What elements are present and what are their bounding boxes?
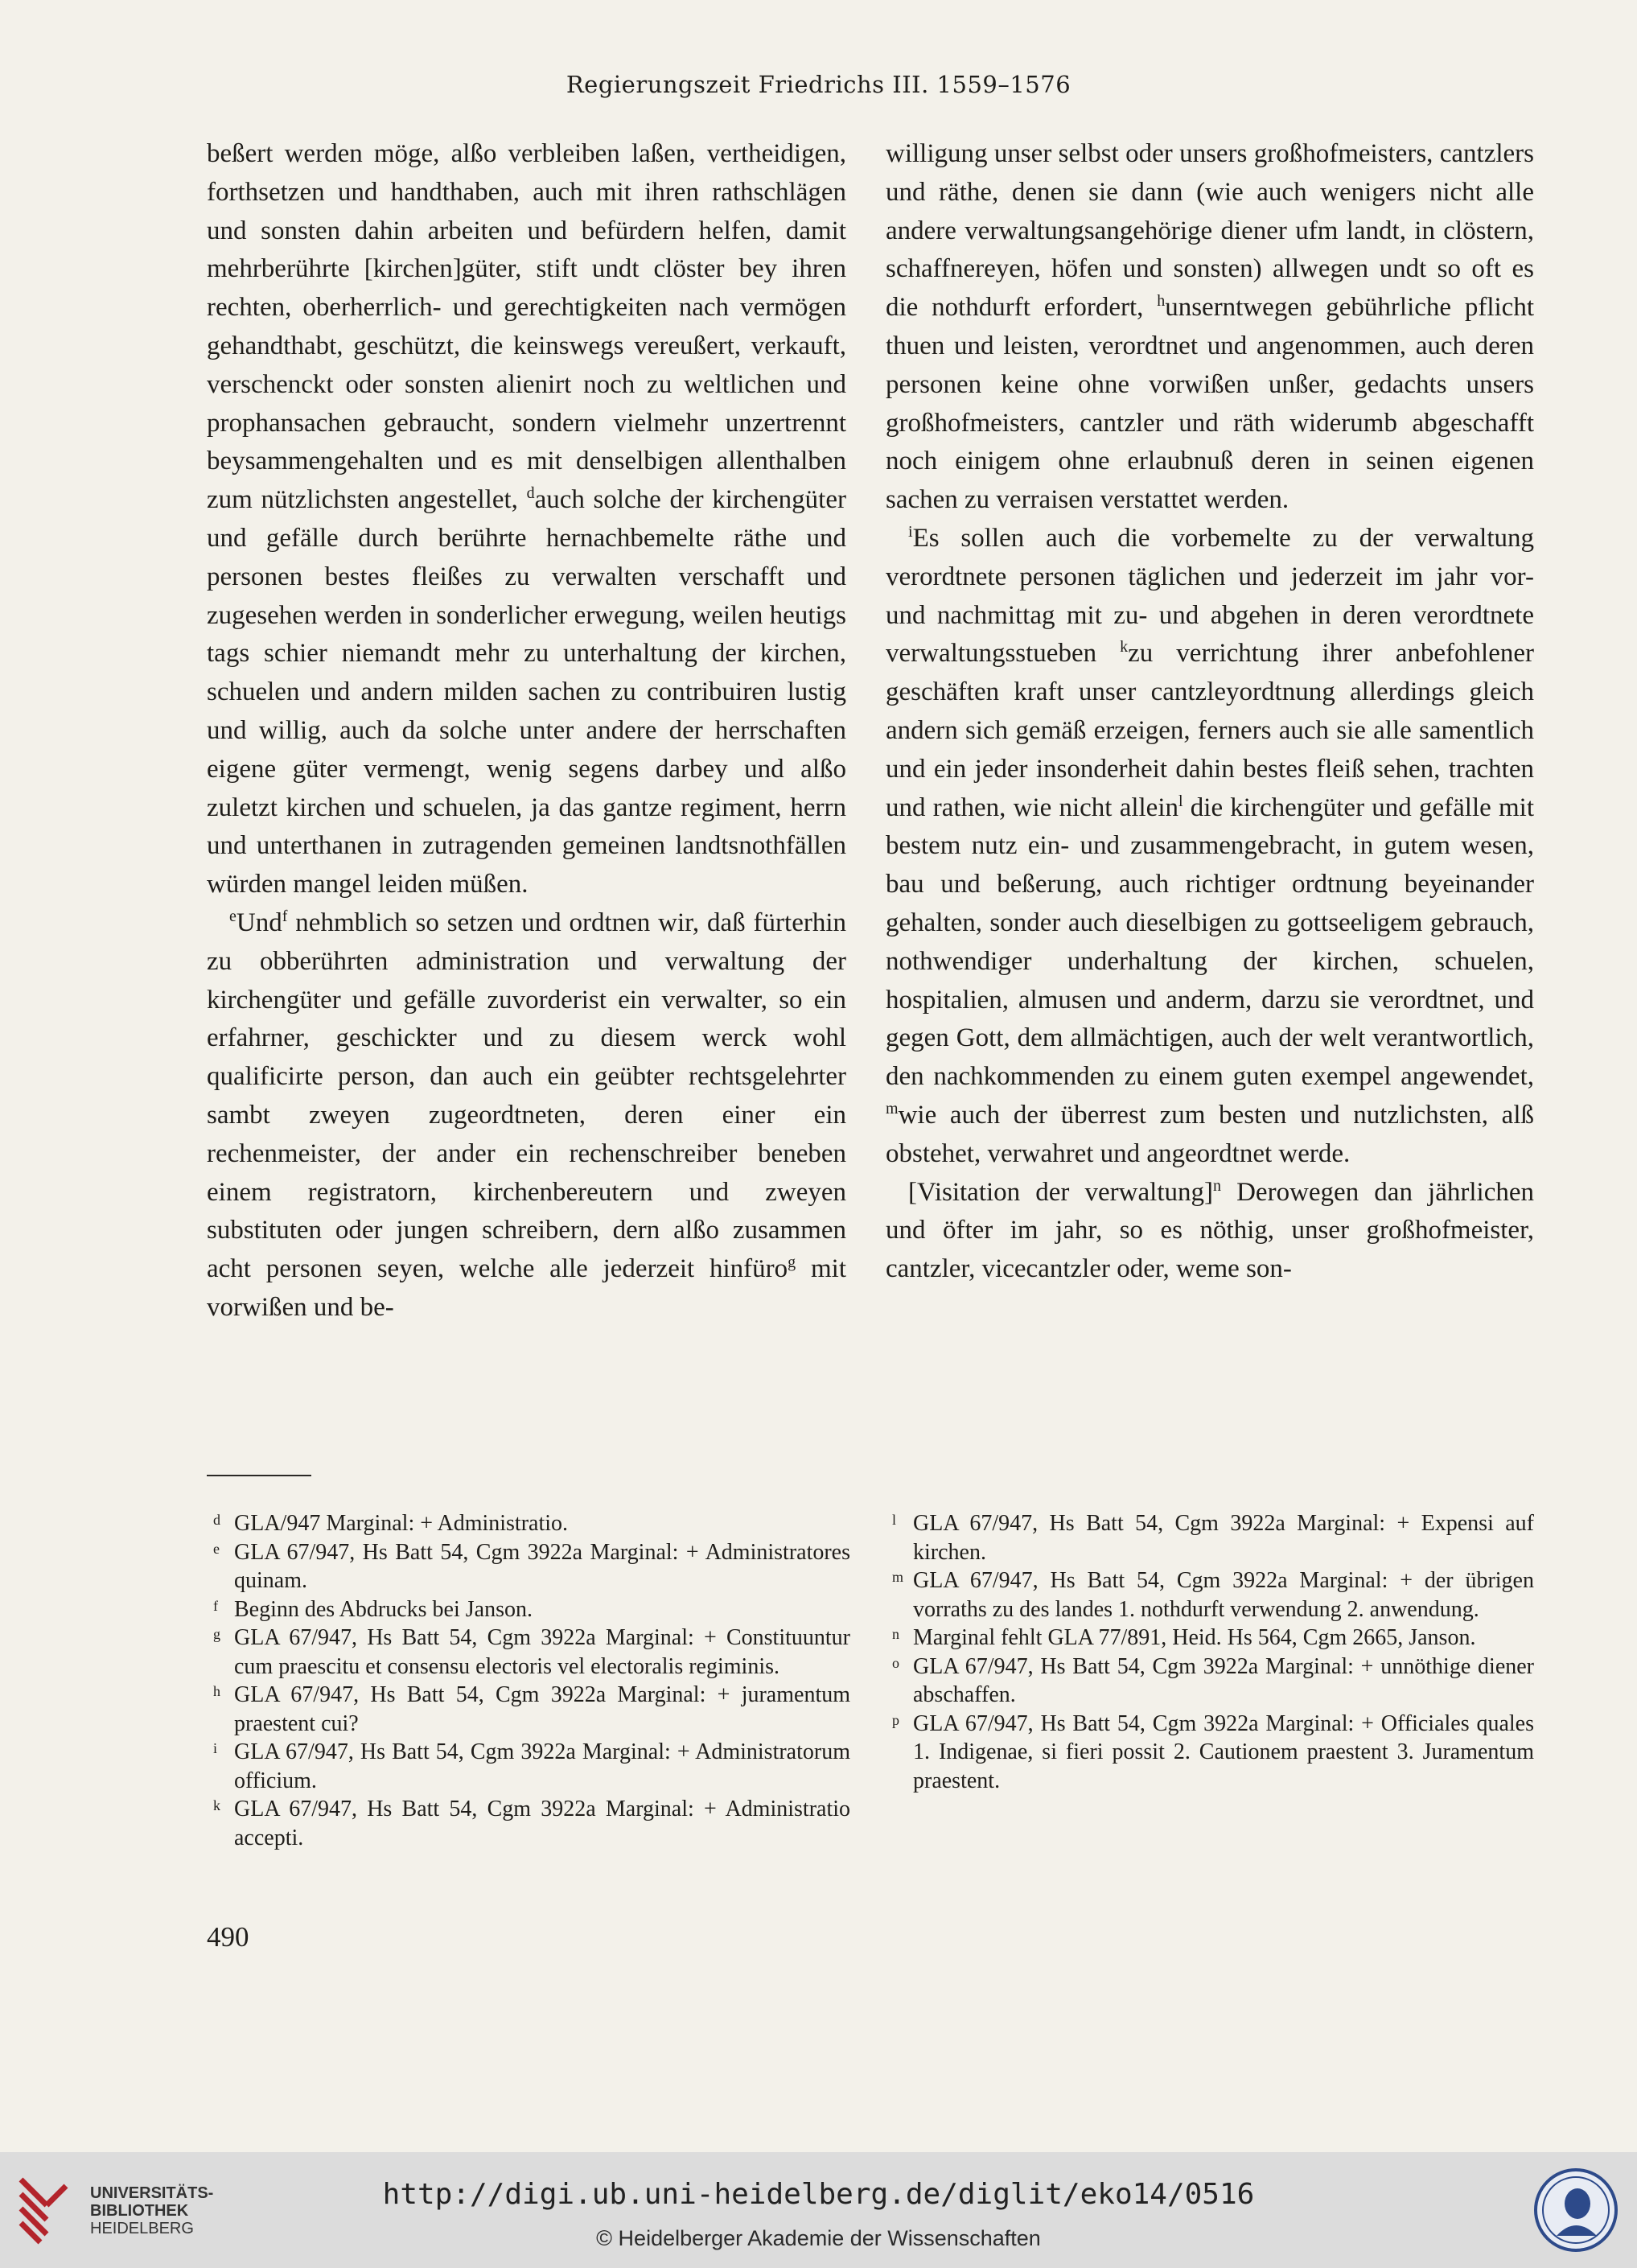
footnote-mark: p [892, 1711, 899, 1728]
footnote [207, 1595, 850, 1624]
footnote-mark: i [213, 1740, 218, 1756]
footnote-ref[interactable]: e [229, 907, 237, 925]
footnote-text: Beginn des Abdrucks bei Janson. [234, 1596, 533, 1622]
footnote [207, 1509, 850, 1538]
body-text: unserntwegen gebührliche pflicht thuen und leisten, verordtnet und angenommen, auch deren personen keine ohne vorwißen unßer, gedachts unsers großhofmeisters, cantzler und räth widerumb abgeschafft noch einigem ohne erlaubnuß deren in seinen eigenen sachen zu verraisen verstattet werden. [886, 293, 1534, 515]
logo-line-1: UNIVERSITÄTS- [90, 2184, 214, 2202]
footnote-mark: n [892, 1626, 899, 1642]
footnotes-left [207, 1509, 850, 1852]
footnotes-right [886, 1509, 1534, 1795]
copyright-notice: © Heidelberger Akademie der Wissenschaften [596, 2226, 1041, 2250]
footnote [886, 1624, 1534, 1653]
footnote [207, 1624, 850, 1681]
footnote-text: GLA 67/947, Hs Batt 54, Cgm 3922a Marginal: + Administratores quinam. [234, 1539, 850, 1593]
footnote-text: GLA 67/947, Hs Batt 54, Cgm 3922a Marginal: + der übrigen vorraths zu des landes 1. nothdurft verwendung 2. anwendung. [913, 1568, 1534, 1622]
body-text: zu verrichtung ihrer anbefohlener geschäften kraft unser cantzleyordtnung allerdings gleich andern sich gemäß erzeigen, ferners auch sie alle samentlich und ein jeder insonderheit dahin bestes fleiß sehen, trachten und rathen, wie nicht allein [886, 639, 1534, 822]
footnote-ref[interactable]: f [282, 907, 288, 925]
body-text: mit vorwißen und be- [207, 1254, 846, 1322]
footnote [207, 1795, 850, 1852]
footnote [886, 1566, 1534, 1624]
body-text: Derowegen dan jährlichen und öfter im jahr, so es nöthig, unser großhofmeister, cantzler, vicecantzler oder, weme son- [886, 1177, 1534, 1284]
footnote-text: GLA 67/947, Hs Batt 54, Cgm 3922a Marginal: + juramentum praestent cui? [234, 1682, 850, 1736]
body-text: beßert werden möge, alßo verbleiben laßen, vertheidigen, forthsetzen und handthaben, auch mit ihren rathschlägen und sonsten dahin arbeiten und befürdern helfen, damit mehrberührte [kirchen]güter, stift undt clöster bey ihren rechten, oberherrlich- und gerechtigkeiten nach vermögen gehandthabt, geschützt, die keinswegs vereußert, verkauft, verschenckt oder sonsten alienirt noch zu weltlichen und prophansachen gebraucht, sondern vielmehr unzertrennt beysammengehalten und es mit denselbigen allenthalben zum nützlichsten angestellet, [207, 139, 846, 515]
footnote-ref[interactable]: l [1178, 792, 1183, 810]
footnote-mark: d [213, 1512, 220, 1528]
footnote [886, 1710, 1534, 1796]
viewer-footer [0, 2152, 1637, 2268]
footnote-ref[interactable]: h [1157, 292, 1166, 311]
body-column-right [886, 135, 1534, 1289]
footnote-mark: g [213, 1626, 220, 1642]
body-text: Und [236, 908, 282, 937]
footnote-text: Marginal fehlt GLA 77/891, Heid. Hs 564, Cgm 2665, Janson. [913, 1625, 1476, 1650]
body-column-left [207, 135, 846, 1327]
footnote [207, 1681, 850, 1738]
footnote-ref[interactable]: n [1212, 1176, 1221, 1195]
footnote-text: GLA 67/947, Hs Batt 54, Cgm 3922a Marginal: + Constituuntur cum praescitu et consensu electoris vel electoralis regiminis. [234, 1625, 850, 1679]
body-text: nehmblich so setzen und ordtnen wir, daß fürterhin zu obberührten administration und verwaltung der kirchengüter und gefälle zuvorderist ein verwalter, so ein erfahrner, geschickter und zu diesem werck wohl qualificirte person, dan auch ein geübter rechtsgelehrter sambt zweyen zugeordtneten, deren einer ein rechenmeister, der ander ein rechenschreiber beneben einem registratorn, kirchenbereutern und zweyen substituten oder jungen schreibern, dern alßo zusammen acht personen seyen, welche alle jederzeit hinfüro [207, 908, 846, 1284]
footnote-mark: f [213, 1597, 218, 1614]
footnote-text: GLA 67/947, Hs Batt 54, Cgm 3922a Marginal: + Officiales quales 1. Indigenae, si fieri possit 2. Cautionem praestent 3. Juramentum praestent. [913, 1710, 1534, 1793]
body-paragraph [886, 135, 1534, 520]
footnote-mark: l [892, 1512, 897, 1528]
footnote-text: GLA 67/947, Hs Batt 54, Cgm 3922a Marginal: + Expensi auf kirchen. [913, 1511, 1534, 1565]
footnote-mark: m [892, 1569, 904, 1585]
academy-seal-icon[interactable] [1532, 2167, 1619, 2254]
footnote-ref[interactable]: k [1120, 638, 1129, 657]
footnote [207, 1738, 850, 1795]
footnote [207, 1538, 850, 1595]
footnote-ref[interactable]: i [908, 522, 913, 541]
body-text: auch solche der kirchengüter und gefälle durch berührte hernachbemelte räthe und personen bestes fleißes zu verwalten verschafft und zugesehen werden in sonderlicher erwegung, weilen heutigs tags schier niemandt mehr zu unterhaltung der kirchen, schuelen und andern milden sachen zu contribuiren lustig und willig, auch da solche unter andere der herrschaften eigene güter vermengt, wenig segens darbey und alßo zuletzt kirchen und schuelen, ja das gantze regiment, herrn und unterthanen in zutragenden gemeinen landtsnothfällen würden mangel leiden müßen. [207, 485, 846, 899]
footnote-text: GLA 67/947, Hs Batt 54, Cgm 3922a Marginal: + Administratorum officium. [234, 1739, 850, 1793]
footnote-mark: e [213, 1540, 220, 1557]
footnote-ref[interactable]: m [886, 1099, 899, 1118]
footnote [886, 1653, 1534, 1710]
logo-line-2: BIBLIOTHEK [90, 2202, 189, 2220]
logo-line-3: HEIDELBERG [90, 2220, 194, 2237]
body-text: die kirchengüter und gefälle mit bestem nutz ein- und zusammengebracht, in gutem wesen, bau und beßerung, auch richtiger ordtnung beyeinander gehalten, sonder auch dieselbigen zu gottseeligem gebrauch, nothwendiger underhaltung der kirchen, schuelen, hospitalien, almusen und anderm, darzu sie verordtnet, und gegen Gott, dem allmächtigen, auch der welt verantwortlich, den nachkommenden zu einem guten exempel angewendet, [886, 792, 1534, 1092]
body-paragraph [207, 135, 846, 904]
footnote-text: GLA 67/947, Hs Batt 54, Cgm 3922a Marginal: + Administratio accepti. [234, 1797, 850, 1850]
footnote-divider [207, 1475, 311, 1476]
permalink-url[interactable]: http://digi.ub.uni-heidelberg.de/diglit/eko14/0516 [382, 2178, 1255, 2211]
body-paragraph [886, 520, 1534, 1174]
footnote-ref[interactable]: g [788, 1253, 796, 1272]
body-text: wie auch der überrest zum besten und nutzlichsten, alß obstehet, verwahret und angeordtnet werde. [886, 1100, 1534, 1168]
body-paragraph [886, 1174, 1534, 1289]
footnote-ref[interactable]: d [526, 484, 535, 503]
body-text: [Visitation der verwaltung] [908, 1177, 1213, 1207]
footnote-text: GLA/947 Marginal: + Administratio. [234, 1511, 569, 1536]
footnote-text: GLA 67/947, Hs Batt 54, Cgm 3922a Marginal: + unnöthige diener abschaffen. [913, 1653, 1534, 1707]
body-text: willigung unser selbst oder unsers großhofmeisters, cantzlers und räthe, denen sie dann (wie auch wenigers nicht alle andere verwaltungsangehörige diener ufm landt, in clöstern, schaffnereyen, höfen und sonsten) allwegen undt so oft es die nothdurft erfordert, [886, 139, 1534, 323]
footnote-mark: o [892, 1654, 899, 1671]
page-number: 490 [207, 1921, 249, 1953]
footnote-mark: k [213, 1797, 220, 1813]
body-paragraph [207, 904, 846, 1327]
footnote [886, 1509, 1534, 1566]
running-header: Regierungszeit Friedrichs III. 1559–1576 [566, 71, 1071, 98]
footnote-mark: h [213, 1683, 220, 1699]
body-text: Es sollen auch die vorbemelte zu der verwaltung verordtnete personen täglichen und jederzeit im jahr vor- und nachmittag mit zu- und abgehen in deren verordtnete verwaltungsstueben [886, 523, 1534, 669]
